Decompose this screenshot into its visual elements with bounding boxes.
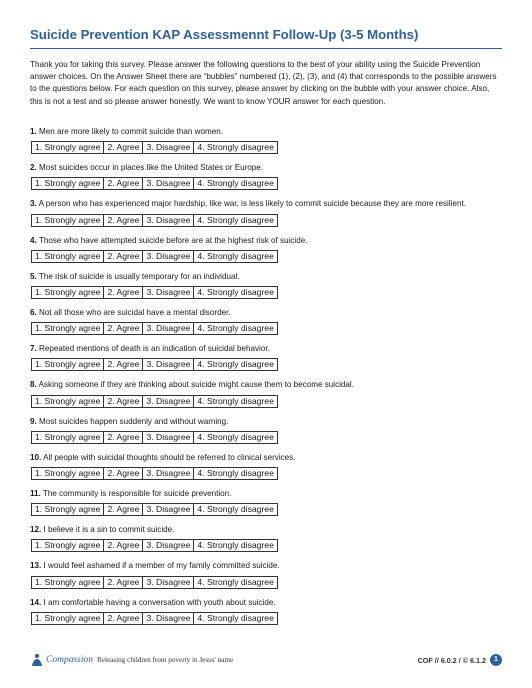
answer-options-12 — [31, 539, 278, 552]
answer-option[interactable]: 1. Strongly agree — [32, 432, 104, 443]
answer-options-13 — [31, 576, 278, 589]
question-number: 1. — [30, 127, 37, 136]
answer-options-7 — [31, 358, 278, 371]
question-4 — [30, 233, 502, 246]
answer-option[interactable]: 4. Strongly disagree — [197, 178, 274, 189]
question-10 — [30, 450, 502, 463]
question-text: Asking someone if they are thinking about suicide might cause them to become suicidal. — [38, 380, 354, 390]
answer-option[interactable]: 3. Disagree — [143, 396, 194, 407]
answer-option[interactable]: 2. Agree — [104, 287, 143, 298]
answer-option[interactable]: 4. Strongly disagree — [197, 142, 274, 153]
answer-option[interactable]: 2. Agree — [104, 142, 143, 153]
answer-option[interactable]: 2. Agree — [104, 178, 143, 189]
answer-option[interactable]: 2. Agree — [104, 323, 143, 334]
answer-option[interactable]: 2. Agree — [104, 577, 143, 588]
question-number: 4. — [30, 235, 37, 245]
answer-option[interactable]: 4. Strongly disagree — [197, 504, 274, 515]
question-text: All people with suicidal thoughts should be referred to clinical services. — [43, 452, 296, 462]
answer-option[interactable]: 4. Strongly disagree — [197, 395, 274, 406]
answer-option[interactable]: 4. Strongly disagree — [197, 431, 274, 442]
answer-option[interactable]: 3. Disagree — [143, 359, 194, 370]
question-number: 14. — [30, 597, 42, 607]
answer-option[interactable]: 1. Strongly agree — [32, 540, 104, 551]
question-text: The risk of suicide is usually temporary for an individual. — [38, 271, 240, 281]
answer-option[interactable]: 1. Strongly agree — [32, 468, 104, 479]
compassion-logo-icon — [30, 653, 44, 667]
answer-option[interactable]: 2. Agree — [104, 251, 143, 262]
answer-options-1 — [31, 141, 278, 154]
question-number: 11. — [30, 489, 41, 499]
question-2 — [30, 160, 502, 173]
answer-option[interactable]: 4. Strongly disagree — [197, 359, 274, 370]
answer-option[interactable]: 3. Disagree — [143, 468, 194, 479]
answer-options-9 — [31, 431, 278, 444]
answer-option[interactable]: 3. Disagree — [143, 323, 194, 334]
answer-option[interactable]: 2. Agree — [104, 613, 143, 624]
answer-option[interactable]: 3. Disagree — [143, 142, 194, 153]
question-text: Repeated mentions of death is an indication of suicidal behavior. — [39, 344, 270, 354]
answer-option[interactable]: 1. Strongly agree — [32, 577, 104, 588]
answer-option[interactable]: 4. Strongly disagree — [197, 323, 274, 334]
answer-options-11 — [31, 503, 278, 516]
question-13 — [30, 558, 502, 571]
answer-option[interactable]: 4. Strongly disagree — [197, 214, 274, 225]
answer-option[interactable]: 3. Disagree — [143, 215, 194, 226]
question-text: Not all those who are suicidal have a mental disorder. — [39, 308, 231, 318]
answer-option[interactable]: 4. Strongly disagree — [197, 540, 274, 551]
answer-options-8 — [31, 395, 278, 408]
question-text: I am comfortable having a conversation with youth about suicide. — [43, 597, 276, 607]
answer-option[interactable]: 1. Strongly agree — [32, 613, 104, 624]
answer-option[interactable]: 1. Strongly agree — [32, 142, 104, 153]
answer-options-14 — [31, 612, 278, 625]
answer-option[interactable]: 3. Disagree — [143, 178, 194, 189]
answer-option[interactable]: 1. Strongly agree — [32, 396, 104, 407]
answer-option[interactable]: 1. Strongly agree — [32, 323, 104, 334]
question-number: 8. — [30, 380, 37, 390]
answer-option[interactable]: 3. Disagree — [143, 613, 194, 624]
answer-option[interactable]: 3. Disagree — [143, 540, 194, 551]
answer-option[interactable]: 1. Strongly agree — [32, 215, 104, 226]
answer-option[interactable]: 2. Agree — [104, 540, 143, 551]
question-number: 6. — [30, 308, 37, 318]
answer-option[interactable]: 1. Strongly agree — [32, 251, 104, 262]
answer-option[interactable]: 3. Disagree — [143, 504, 194, 515]
footer-tagline: Releasing children from poverty in Jesus' name — [96, 656, 234, 664]
question-number: 9. — [30, 416, 37, 426]
question-text: Most suicides happen suddenly and without warning. — [39, 416, 229, 426]
answer-option[interactable]: 4. Strongly disagree — [197, 468, 274, 479]
question-text: Most suicides occur in places like the United States or Europe. — [39, 163, 264, 173]
answer-option[interactable]: 2. Agree — [104, 432, 143, 443]
question-3 — [30, 196, 502, 209]
question-text: A person who has experienced major hardship, like war, is less likely to commit suicide because they are more resilient. — [38, 199, 466, 209]
question-text: I believe it is a sin to commit suicide. — [43, 525, 175, 535]
answer-option[interactable]: 4. Strongly disagree — [197, 576, 274, 587]
answer-option[interactable]: 2. Agree — [104, 504, 143, 515]
question-1 — [30, 124, 502, 137]
question-11 — [30, 486, 502, 499]
answer-option[interactable]: 3. Disagree — [143, 432, 194, 443]
question-12 — [30, 522, 502, 535]
answer-option[interactable]: 2. Agree — [104, 468, 143, 479]
page-footer — [30, 650, 502, 674]
answer-option[interactable]: 2. Agree — [104, 215, 143, 226]
answer-options-2 — [31, 177, 278, 190]
question-6 — [30, 305, 502, 318]
answer-option[interactable]: 2. Agree — [104, 396, 143, 407]
answer-options-3 — [31, 214, 278, 227]
question-number: 3. — [30, 199, 37, 209]
question-text: The community is responsible for suicide prevention. — [42, 489, 232, 499]
answer-options-4 — [31, 250, 278, 263]
answer-options-6 — [31, 322, 278, 335]
page-title: Suicide Prevention KAP Assessmennt Follow-Up (3-5 Months) — [30, 27, 419, 42]
question-text: I would feel ashamed if a member of my family committed suicide. — [43, 561, 280, 571]
answer-option[interactable]: 4. Strongly disagree — [197, 287, 274, 298]
answer-option[interactable]: 1. Strongly agree — [32, 287, 104, 298]
answer-option[interactable]: 1. Strongly agree — [32, 359, 104, 370]
answer-option[interactable]: 3. Disagree — [143, 251, 194, 262]
title-divider — [30, 48, 502, 49]
answer-option[interactable]: 4. Strongly disagree — [197, 612, 274, 623]
logo-wordmark: Compassion — [46, 655, 93, 665]
question-number: 2. — [30, 163, 37, 173]
answer-option[interactable]: 1. Strongly agree — [32, 504, 104, 515]
question-number: 12. — [30, 525, 42, 535]
answer-option[interactable]: 3. Disagree — [143, 287, 194, 298]
question-number: 13. — [30, 561, 42, 571]
answer-option[interactable]: 2. Agree — [104, 359, 143, 370]
question-text: Those who have attempted suicide before are at the highest risk of suicide. — [38, 235, 308, 245]
compassion-logo — [30, 653, 233, 667]
page-number-badge: 1 — [490, 654, 502, 666]
question-8 — [30, 377, 502, 390]
question-list — [30, 124, 502, 631]
question-5 — [30, 269, 502, 282]
question-14 — [30, 595, 502, 608]
question-number: 5. — [30, 271, 37, 281]
answer-option[interactable]: 3. Disagree — [143, 577, 194, 588]
question-text: Men are more likely to commit suicide than women. — [39, 127, 223, 136]
question-9 — [30, 414, 502, 427]
answer-option[interactable]: 4. Strongly disagree — [197, 250, 274, 261]
answer-options-10 — [31, 467, 278, 480]
answer-options-5 — [31, 286, 278, 299]
answer-option[interactable]: 1. Strongly agree — [32, 178, 104, 189]
document-code: COF // 6.0.2 / © 6.1.2 — [417, 656, 486, 665]
intro-paragraph: Thank you for taking this survey. Please answer the following questions to the best of your ability using the Suicide Prevention answer choices. On the Answer Sheet there are “bubbles” numbered (1), (2), (3), and (4) that corresponds to the possible answers to the questions below. For each question on this survey, please answer by clicking on the bubble with your answer choice. Also, this is not a test and so please answer honestly. We want to know YOUR answer for each question. — [30, 60, 497, 106]
question-number: 10. — [30, 452, 42, 462]
question-number: 7. — [30, 344, 37, 354]
question-7 — [30, 341, 502, 354]
